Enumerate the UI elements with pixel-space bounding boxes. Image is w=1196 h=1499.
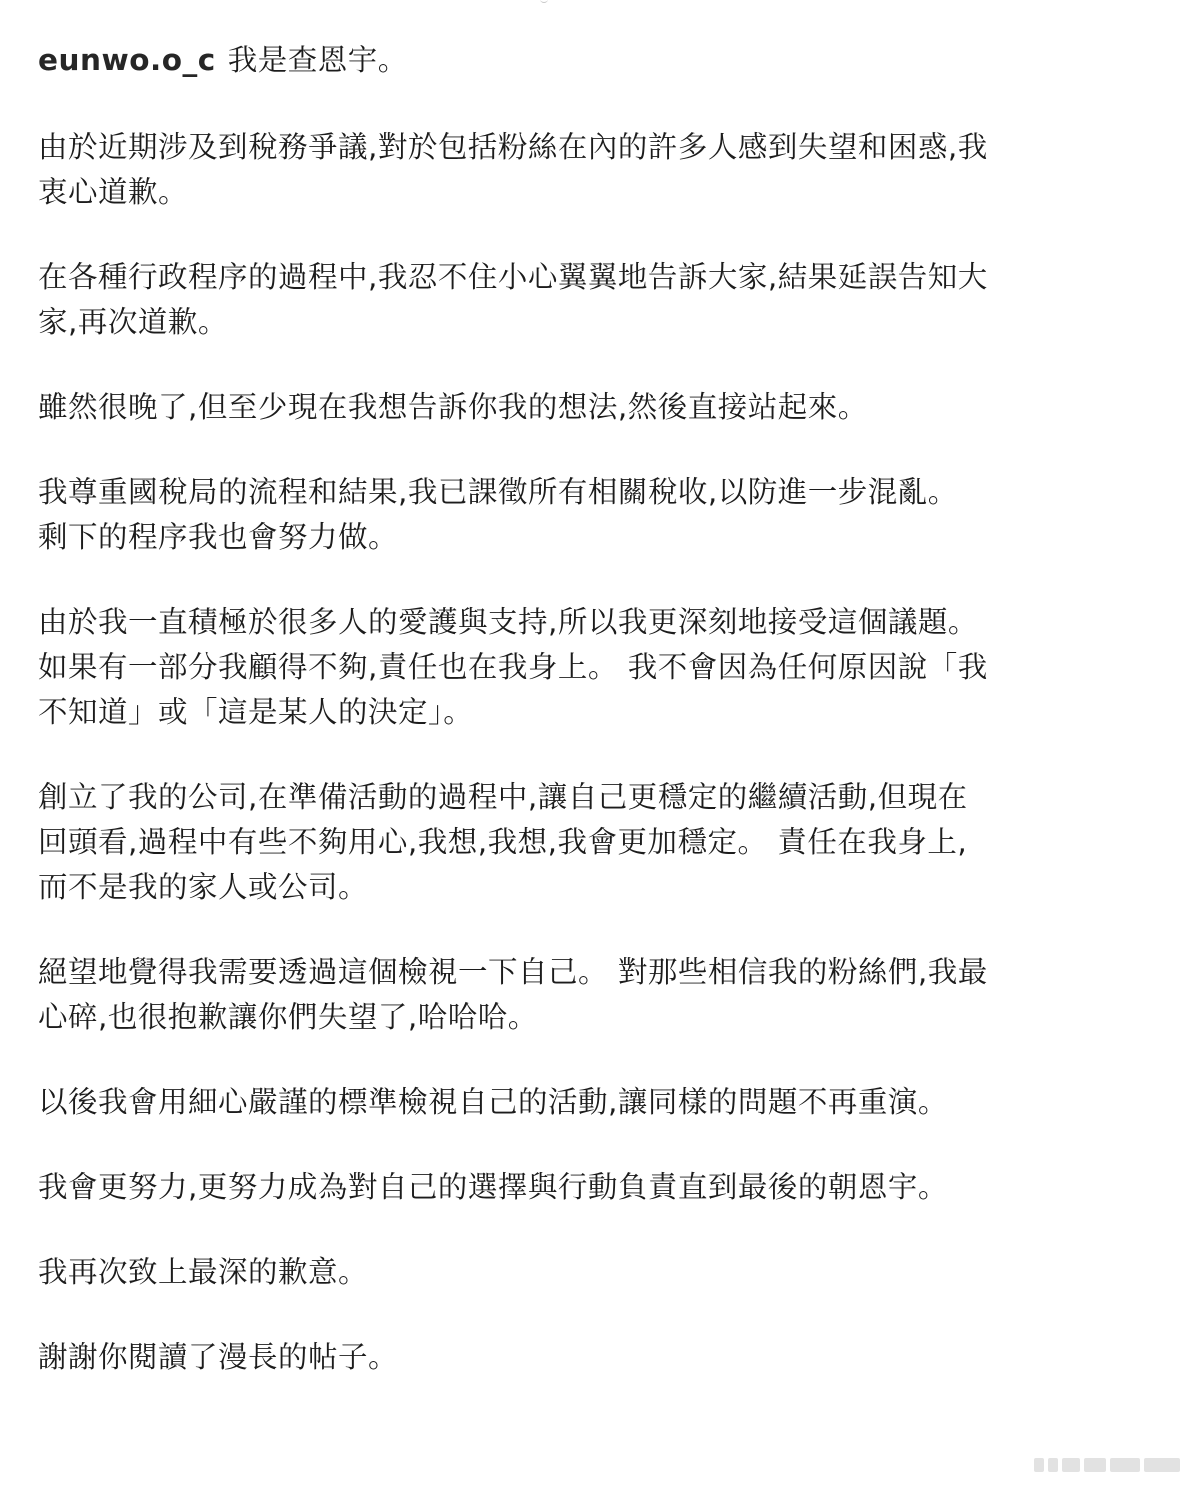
post-header bbox=[38, 38, 1173, 83]
paragraph-fans: 絕望地覺得我需要透過這個檢視一下自己。 對那些相信我的粉絲們,我最 心碎,也很抱歉讓你們失望了,哈哈哈。 bbox=[38, 955, 988, 1034]
username-link[interactable]: eunwo.o_c bbox=[38, 43, 216, 77]
paragraph-deepest-apology: 我再次致上最深的歉意。 bbox=[38, 1255, 369, 1289]
paragraph-standards: 以後我會用細心嚴謹的標準檢視自己的活動,讓同樣的問題不再重演。 bbox=[38, 1085, 948, 1119]
paragraph-responsibility: 由於我一直積極於很多人的愛護與支持,所以我更深刻地接受這個議題。 如果有一部分我顧得不夠,責任也在我身上。 我不會因為任何原因說「我 不知道」或「這是某人的決定」。 bbox=[38, 605, 988, 729]
paragraph-company: 創立了我的公司,在準備活動的過程中,讓自己更穩定的繼續活動,但現在 回頭看,過程中有些不夠用心,我想,我想,我會更加穩定。 責任在我身上, 而不是我的家人或公司。 bbox=[38, 780, 968, 904]
weibo-watermark-icon bbox=[1034, 1454, 1184, 1481]
paragraph-apology: 由於近期涉及到稅務爭議,對於包括粉絲在內的許多人感到失望和困惑,我 衷心道歉。 bbox=[38, 130, 988, 209]
top-edge-mark bbox=[540, 0, 548, 3]
paragraph-tax-compliance: 我尊重國稅局的流程和結果,我已課徵所有相關稅收,以防進一步混亂。 剩下的程序我也會努力做。 bbox=[38, 475, 958, 554]
paragraph-effort: 我會更努力,更努力成為對自己的選擇與行動負責直到最後的朝恩宇。 bbox=[38, 1170, 948, 1204]
paragraph-thanks: 謝謝你閱讀了漫長的帖子。 bbox=[38, 1340, 399, 1374]
caption-lead-text: 我是查恩宇。 bbox=[227, 43, 408, 77]
paragraph-thoughts: 雖然很晚了,但至少現在我想告訴你我的想法,然後直接站起來。 bbox=[38, 390, 868, 424]
post-caption bbox=[38, 38, 1173, 1420]
paragraph-delay-apology: 在各種行政程序的過程中,我忍不住小心翼翼地告訴大家,結果延誤告知大 家,再次道歉。 bbox=[38, 260, 988, 339]
